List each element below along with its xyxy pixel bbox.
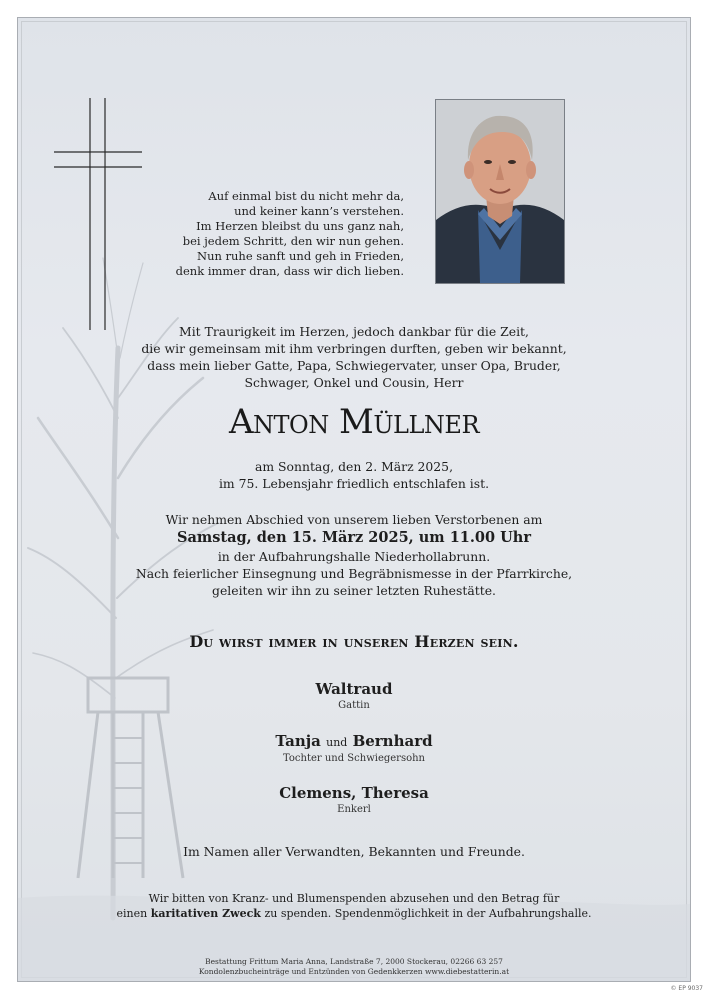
death-line: im 75. Lebensjahr friedlich entschlafen ist. xyxy=(218,476,490,491)
poem-line: Im Herzen bleibst du uns ganz nah, xyxy=(196,219,404,233)
request-emphasis: karitativen Zweck xyxy=(150,907,261,920)
portrait-photo xyxy=(435,99,565,284)
farewell-line: Nach feierlicher Einsegnung und Begräbnismesse in der Pfarrkirche, xyxy=(135,566,573,581)
intro-line: die wir gemeinsam mit ihm verbringen durften, geben wir bekannt, xyxy=(141,341,567,356)
mourner-name: Tanja xyxy=(275,732,321,750)
deceased-name: Anton Müllner xyxy=(228,402,480,442)
mourner-name: Clemens, Theresa xyxy=(279,784,429,802)
poem-line: denk immer dran, dass wir dich lieben. xyxy=(175,264,404,278)
on-behalf-text: Im Namen aller Verwandten, Bekannten und Freunde. xyxy=(183,844,525,859)
farewell-line: Wir nehmen Abschied von unserem lieben Verstorbenen am xyxy=(165,512,543,527)
mourner-name: Bernhard xyxy=(352,732,433,750)
death-notice xyxy=(18,458,690,492)
funeral-date: Samstag, den 15. März 2025, um 11.00 Uhr xyxy=(177,529,531,546)
undertaker-footer xyxy=(18,957,690,977)
request-text: einen xyxy=(116,907,148,920)
motto: Du wirst immer in unseren Herzen sein. xyxy=(189,632,519,651)
footer-line: Bestattung Frittum Maria Anna, Landstraße 7, 2000 Stockerau, 02266 63 257 xyxy=(205,957,503,966)
mourner-name: Waltraud xyxy=(315,680,393,698)
mourner-conjunction: und xyxy=(326,736,348,749)
poem-line: und keiner kann’s verstehen. xyxy=(234,204,404,218)
request-text: zu spenden. Spendenmöglichkeit in der Aufbahrungshalle. xyxy=(264,907,592,920)
poem-line: Auf einmal bist du nicht mehr da, xyxy=(208,189,404,203)
intro-line: Schwager, Onkel und Cousin, Herr xyxy=(244,375,464,390)
poem xyxy=(168,189,404,279)
death-line: am Sonntag, den 2. März 2025, xyxy=(254,459,454,474)
farewell-line: geleiten wir ihn zu seiner letzten Ruhestätte. xyxy=(212,583,496,598)
mourner-relation: Enkerl xyxy=(337,804,371,815)
request-line xyxy=(18,906,690,921)
footer-line: Kondolenzbucheinträge und Entzünden von Gedenkkerzen www.diebestatterin.at xyxy=(198,967,510,976)
mourner-relation: Tochter und Schwiegersohn xyxy=(282,753,425,764)
poem-line: Nun ruhe sanft und geh in Frieden, xyxy=(197,249,404,263)
cross-icon xyxy=(54,98,142,330)
obituary-card xyxy=(17,17,691,982)
mourner-entry xyxy=(18,732,690,765)
mourner-entry xyxy=(18,680,690,712)
intro-line: dass mein lieber Gatte, Papa, Schwiegervater, unser Opa, Bruder, xyxy=(147,358,561,373)
mourner-entry xyxy=(18,784,690,816)
farewell-line: in der Aufbahrungshalle Niederhollabrunn. xyxy=(217,549,491,564)
poem-line: bei jedem Schritt, den wir nun gehen. xyxy=(182,234,404,248)
intro-line: Mit Traurigkeit im Herzen, jedoch dankbar für die Zeit, xyxy=(179,324,529,339)
farewell-info xyxy=(18,511,690,599)
intro-text xyxy=(18,323,690,391)
request-line: Wir bitten von Kranz- und Blumenspenden abzusehen und den Betrag für xyxy=(148,892,560,905)
mourner-names xyxy=(18,732,690,752)
mourner-relation: Gattin xyxy=(338,700,370,711)
copyright-mark: © EP 9037 xyxy=(670,985,703,992)
donation-request xyxy=(18,891,690,921)
